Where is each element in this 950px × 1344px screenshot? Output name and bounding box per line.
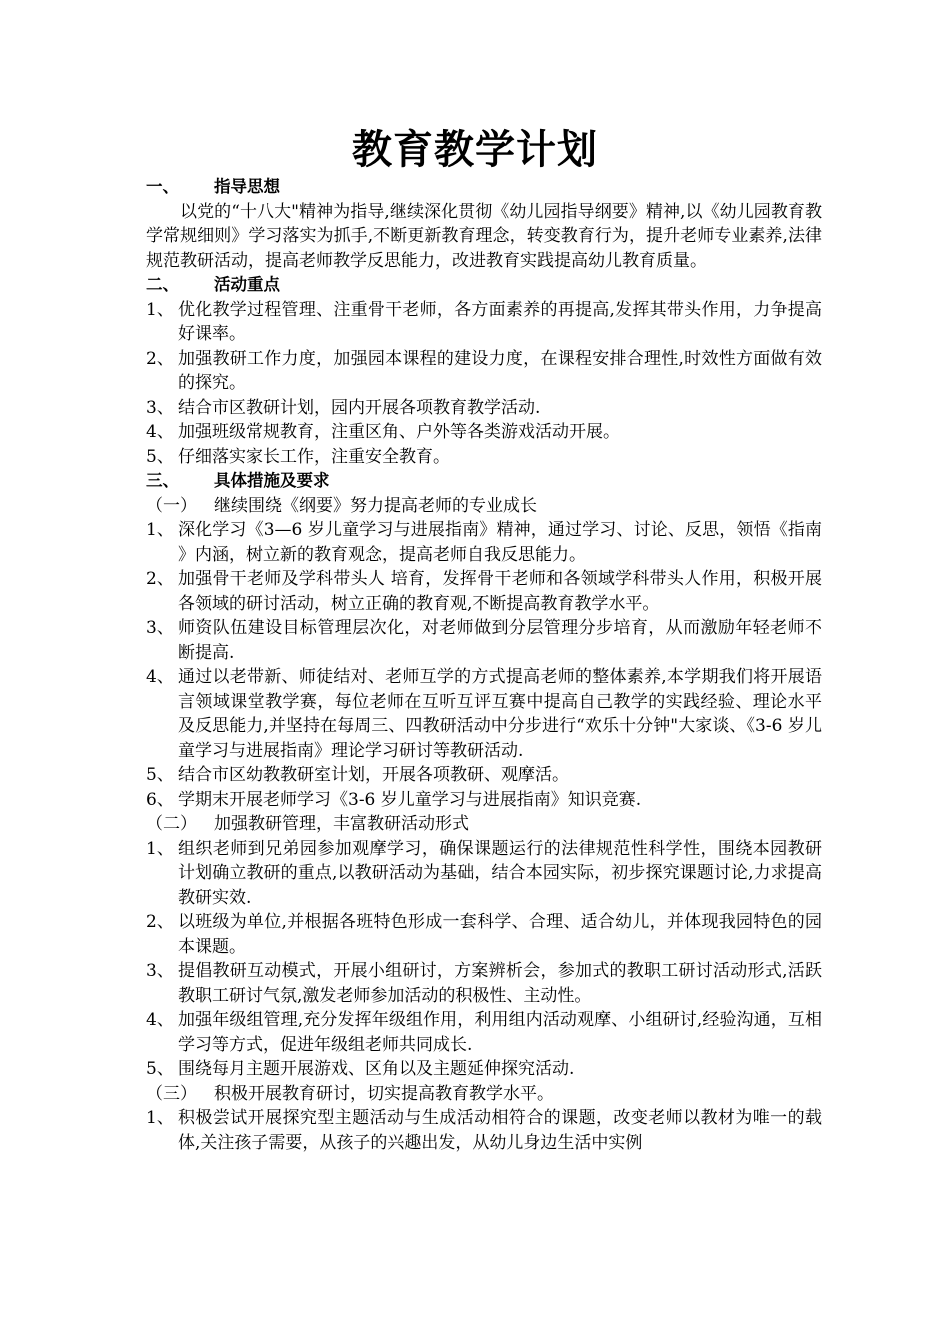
list-item <box>146 837 822 911</box>
list-item <box>146 298 822 347</box>
list-item <box>146 1008 822 1057</box>
section-number: 三、 <box>146 471 179 490</box>
section-title: 指导思想 <box>214 177 280 196</box>
item-number: 5、 <box>146 446 174 467</box>
list-item <box>146 763 822 788</box>
list-item <box>146 1106 822 1155</box>
section-heading-2 <box>146 273 822 298</box>
item-number: 4、 <box>146 1010 174 1030</box>
section-number: 一、 <box>146 177 179 196</box>
section-heading-3 <box>146 469 822 494</box>
subsection-number: （二） <box>146 814 197 834</box>
item-number: 1、 <box>146 299 174 320</box>
subsection-heading-3 <box>146 1082 822 1107</box>
subsection-heading-2 <box>146 812 822 837</box>
list-item <box>146 396 822 421</box>
list-item <box>146 518 822 567</box>
section-title: 具体措施及要求 <box>214 471 330 490</box>
list-item <box>146 959 822 1008</box>
item-number: 4、 <box>146 422 174 442</box>
list-item <box>146 567 822 616</box>
paragraph: 以党的“十八大"精神为指导,继续深化贯彻《幼儿园指导纲要》精神,以《幼儿园教育教学常规细则》学习落实为抓手,不断更新教育理念，转变教育行为，提升老师专业素养,法律规范教研活动，提高老师教学反思能力，改进教育实践提高幼儿教育质量。 <box>146 201 822 271</box>
item-text: 加强教研工作力度，加强园本课程的建设力度，在课程安排合理性,时效性方面做有效的探究。 <box>178 348 822 393</box>
item-text: 组织老师到兄弟园参加观摩学习，确保课题运行的法律规范性科学性，围绕本园教研计划确立教研的重点,以教研活动为基础，结合本园实际，初步探究课题讨论,力求提高教研实效. <box>178 838 822 908</box>
subsection-number: （三） <box>146 1083 197 1104</box>
list-item <box>146 1057 822 1082</box>
item-number: 1、 <box>146 838 174 859</box>
list-item <box>146 420 822 445</box>
subsection-title: 继续围绕《纲要》努力提高老师的专业成长 <box>214 495 537 516</box>
section-heading-1 <box>146 175 822 200</box>
item-number: 5、 <box>146 1059 174 1079</box>
list-item <box>146 445 822 470</box>
item-text: 加强班级常规教育，注重区角、户外等各类游戏活动开展。 <box>178 422 620 442</box>
item-text: 加强骨干老师及学科带头人 培育，发挥骨干老师和各领域学科带头人作用，积极开展各领域的研讨活动，树立正确的教育观,不断提高教育教学水平。 <box>178 569 822 614</box>
subsection-number: （一） <box>146 495 197 516</box>
item-text: 积极尝试开展探究型主题活动与生成活动相符合的课题，改变老师以教材为唯一的载体,关注孩子需要，从孩子的兴趣出发，从幼儿身边生活中实例 <box>178 1108 822 1153</box>
list-item <box>146 788 822 813</box>
item-text: 学期末开展老师学习《3-6 岁儿童学习与进展指南》知识竞赛. <box>178 789 642 810</box>
item-text: 仔细落实家长工作，注重安全教育。 <box>178 446 450 467</box>
item-text: 优化教学过程管理、注重骨干老师，各方面素养的再提高,发挥其带头作用，力争提高好课率。 <box>178 299 822 344</box>
item-text: 结合市区教研计划，园内开展各项教育教学活动. <box>178 397 541 418</box>
item-number: 1、 <box>146 520 174 540</box>
item-text: 通过以老带新、师徒结对、老师互学的方式提高老师的整体素养,本学期我们将开展语言领域课堂教学赛，每位老师在互听互评互赛中提高自己教学的实践经验、理论水平及反思能力,并坚持在每周三、四教研活动中分步进行“欢乐十分钟"大家谈、《3-6 岁儿童学习与进展指南》理论学习研讨等教研活动. <box>178 667 822 761</box>
item-text: 加强年级组管理,充分发挥年级组作用，利用组内活动观摩、小组研讨,经验沟通，互相学习等方式，促进年级组老师共同成长. <box>178 1010 822 1055</box>
list-item <box>146 347 822 396</box>
item-text: 结合市区幼教教研室计划，开展各项教研、观摩活。 <box>178 765 569 785</box>
item-number: 2、 <box>146 569 174 589</box>
section-number: 二、 <box>146 275 179 294</box>
item-text: 师资队伍建设目标管理层次化，对老师做到分层管理分步培育，从而激励年轻老师不断提高. <box>178 618 822 663</box>
item-number: 4、 <box>146 667 174 687</box>
item-number: 3、 <box>146 961 174 981</box>
item-number: 1、 <box>146 1108 174 1128</box>
list-item <box>146 910 822 959</box>
item-text: 深化学习《3—6 岁儿童学习与进展指南》精神，通过学习、讨论、反思，领悟《指南 》内涵，树立新的教育观念，提高老师自我反思能力。 <box>178 520 822 565</box>
item-text: 提倡教研互动模式，开展小组研讨，方案辨析会，参加式的教职工研讨活动形式,活跃教职工研讨气氛,激发老师参加活动的积极性、主动性。 <box>178 961 822 1006</box>
item-number: 2、 <box>146 348 174 369</box>
item-text: 以班级为单位,并根据各班特色形成一套科学、合理、适合幼儿，并体现我园特色的园本课题。 <box>178 912 822 957</box>
subsection-heading-1 <box>146 494 822 519</box>
document-title: 教育教学计划 <box>352 127 598 173</box>
item-number: 5、 <box>146 765 174 785</box>
subsection-title: 积极开展教育研讨，切实提高教育教学水平。 <box>214 1083 554 1104</box>
item-number: 3、 <box>146 618 174 638</box>
document-body <box>146 175 822 1155</box>
item-number: 6、 <box>146 789 174 810</box>
list-item <box>146 665 822 763</box>
section-title: 活动重点 <box>214 275 280 294</box>
subsection-title: 加强教研管理，丰富教研活动形式 <box>214 814 469 834</box>
item-text: 围绕每月主题开展游戏、区角以及主题延伸探究活动. <box>178 1059 575 1079</box>
item-number: 3、 <box>146 397 174 418</box>
item-number: 2、 <box>146 912 174 932</box>
list-item <box>146 616 822 665</box>
